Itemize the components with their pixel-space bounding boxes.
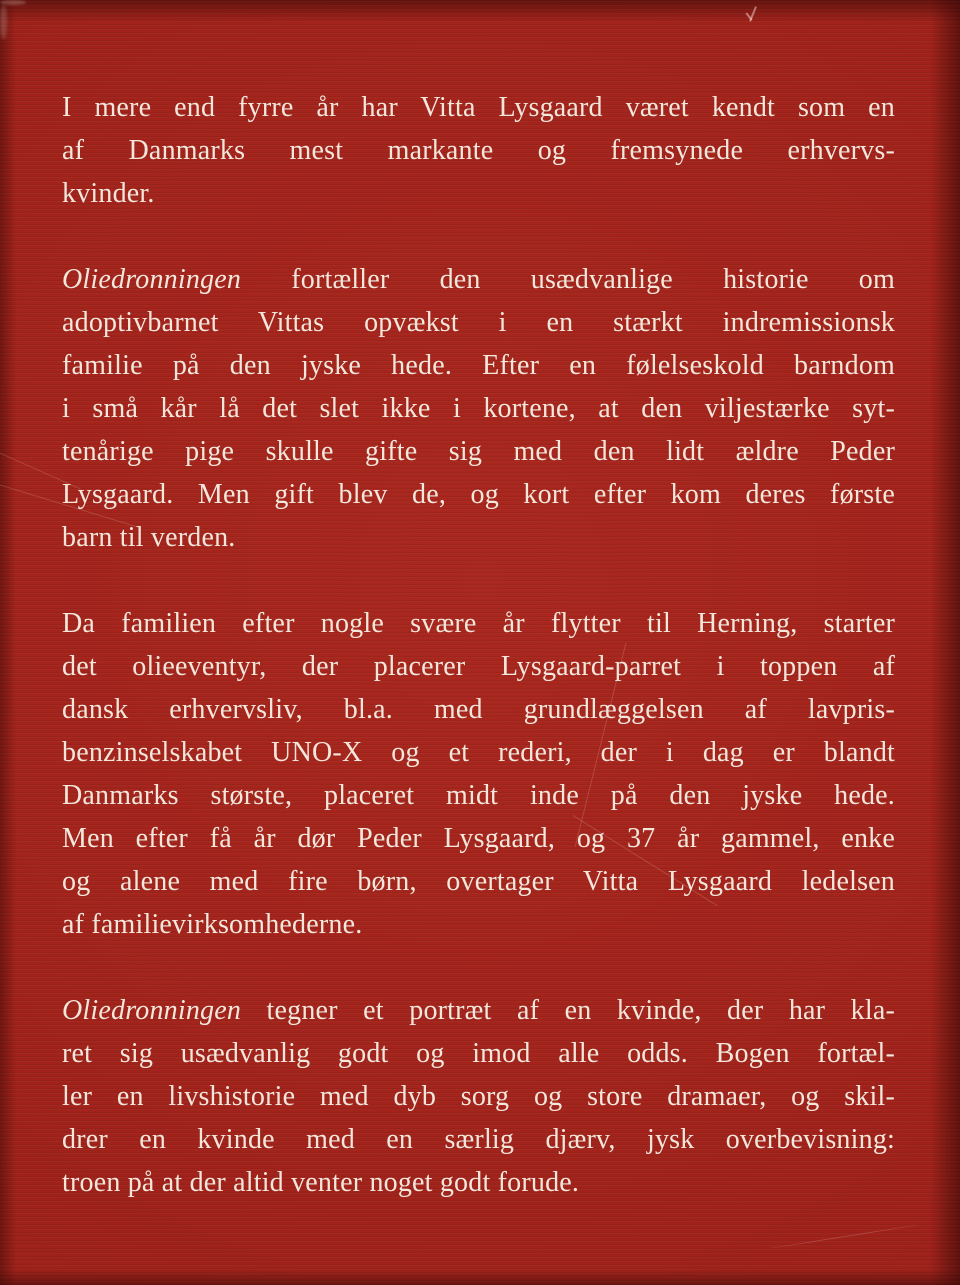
text-line: I mere end fyrre år har Vitta Lysgaard været kendt som en (62, 92, 895, 123)
text-line: det olieeventyr, der placerer Lysgaard-parret i toppen af (62, 651, 895, 682)
text-line: dansk erhvervsliv, bl.a. med grundlæggelsen af lavpris- (62, 694, 895, 725)
italic-book-title: Oliedronningen (62, 264, 242, 295)
text-line: af Danmarks mest markante og fremsynede erhvervs- (62, 135, 895, 166)
text-line: barn til verden. (62, 522, 236, 553)
text-line: Oliedronningen fortæller den usædvanlige historie om (62, 264, 895, 295)
text-line: Lysgaard. Men gift blev de, og kort efter kom deres første (62, 479, 895, 510)
text-line: ler en livshistorie med dyb sorg og store dramaer, og skil- (62, 1081, 895, 1112)
text-line: drer en kvinde med en særlig djærv, jysk overbevisning: (62, 1124, 895, 1155)
text-line: af familievirksomhederne. (62, 909, 363, 940)
text-line: familie på den jyske hede. Efter en følelseskold barndom (62, 350, 895, 381)
smudge-mark (0, 5, 7, 39)
text-line: ret sig usædvanlig godt og imod alle odds. Bogen fortæl- (62, 1038, 895, 1069)
text-line: Men efter få år dør Peder Lysgaard, og 37 år gammel, enke (62, 823, 895, 854)
italic-book-title: Oliedronningen (62, 995, 242, 1026)
paragraph (62, 989, 895, 1204)
text-line: benzinselskabet UNO-X og et rederi, der i dag er blandt (62, 737, 895, 768)
text-line: og alene med fire børn, overtager Vitta Lysgaard ledelsen (62, 866, 895, 897)
back-cover-text (62, 86, 895, 1204)
text-line: kvinder. (62, 178, 155, 209)
text-line: i små kår lå det slet ikke i kortene, at den viljestærke syt- (62, 393, 895, 424)
text-line: Oliedronningen tegner et portræt af en kvinde, der har kla- (62, 995, 895, 1026)
text-line: adoptivbarnet Vittas opvækst i en stærkt indremissionsk (62, 307, 895, 338)
paragraph (62, 602, 895, 946)
text-line: troen på at der altid venter noget godt forude. (62, 1167, 580, 1198)
paragraph (62, 258, 895, 559)
paragraph (62, 86, 895, 215)
text-line: Da familien efter nogle svære år flytter til Herning, starter (62, 608, 895, 639)
text-line: Danmarks største, placeret midt inde på den jyske hede. (62, 780, 895, 811)
text-line: tenårige pige skulle gifte sig med den lidt ældre Peder (62, 436, 895, 467)
